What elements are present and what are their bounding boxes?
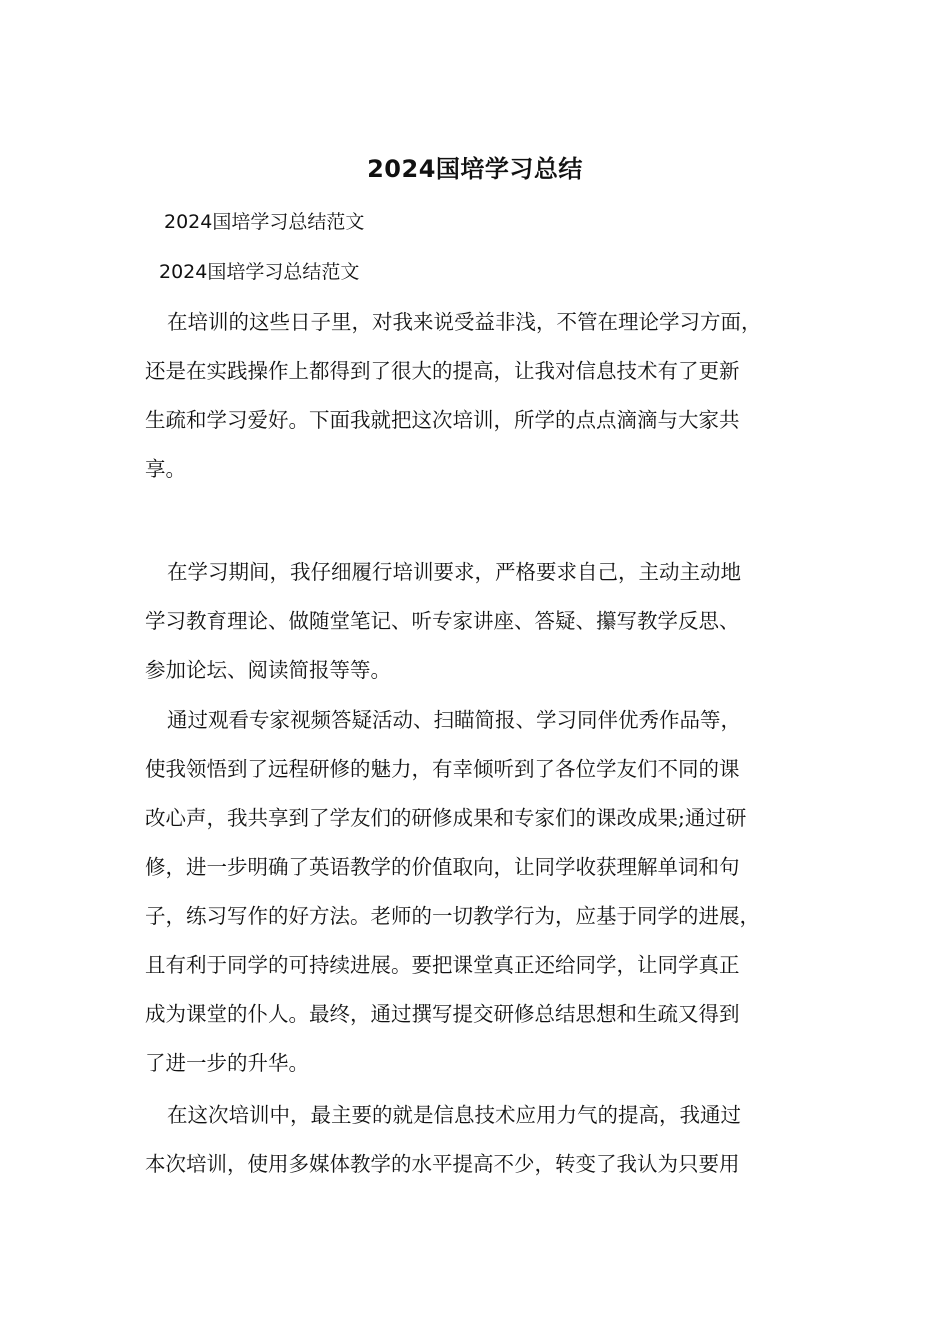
paragraph-line: 享。 [145, 457, 186, 481]
paragraph-line: 了进一步的升华。 [145, 1051, 309, 1075]
document-subtitle-2: 2024国培学习总结范文 [159, 261, 360, 283]
paragraph-2 [145, 548, 835, 695]
paragraph-line: 在学习期间，我仔细履行培训要求，严格要求自己，主动主动地 [167, 560, 741, 584]
paragraph-line: 还是在实践操作上都得到了很大的提高，让我对信息技术有了更新 [145, 359, 740, 383]
paragraph-line: 参加论坛、阅读简报等等。 [145, 658, 391, 682]
paragraph-line: 本次培训，使用多媒体教学的水平提高不少，转变了我认为只要用 [145, 1152, 740, 1176]
paragraph-line: 使我领悟到了远程研修的魅力，有幸倾听到了各位学友们不同的课 [145, 757, 740, 781]
document-subtitle-1: 2024国培学习总结范文 [164, 211, 365, 233]
paragraph-line: 子，练习写作的好方法。老师的一切教学行为，应基于同学的进展， [145, 904, 760, 928]
paragraph-line: 成为课堂的仆人。最终，通过撰写提交研修总结思想和生疏又得到 [145, 1002, 740, 1026]
paragraph-line: 改心声，我共享到了学友们的研修成果和专家们的课改成果;通过研 [145, 806, 747, 830]
paragraph-1 [145, 298, 835, 494]
paragraph-4 [145, 1091, 835, 1189]
paragraph-line: 通过观看专家视频答疑活动、扫瞄简报、学习同伴优秀作品等， [167, 708, 741, 732]
document-title: 2024国培学习总结 [367, 155, 583, 183]
paragraph-line: 在培训的这些日子里，对我来说受益非浅，不管在理论学习方面， [167, 310, 762, 334]
paragraph-line: 在这次培训中，最主要的就是信息技术应用力气的提高，我通过 [167, 1103, 741, 1127]
paragraph-line: 修，进一步明确了英语教学的价值取向，让同学收获理解单词和句 [145, 855, 740, 879]
paragraph-line: 且有利于同学的可持续进展。要把课堂真正还给同学，让同学真正 [145, 953, 740, 977]
paragraph-line: 学习教育理论、做随堂笔记、听专家讲座、答疑、攥写教学反思、 [145, 609, 740, 633]
paragraph-3 [145, 696, 835, 1088]
paragraph-line: 生疏和学习爱好。下面我就把这次培训，所学的点点滴滴与大家共 [145, 408, 740, 432]
